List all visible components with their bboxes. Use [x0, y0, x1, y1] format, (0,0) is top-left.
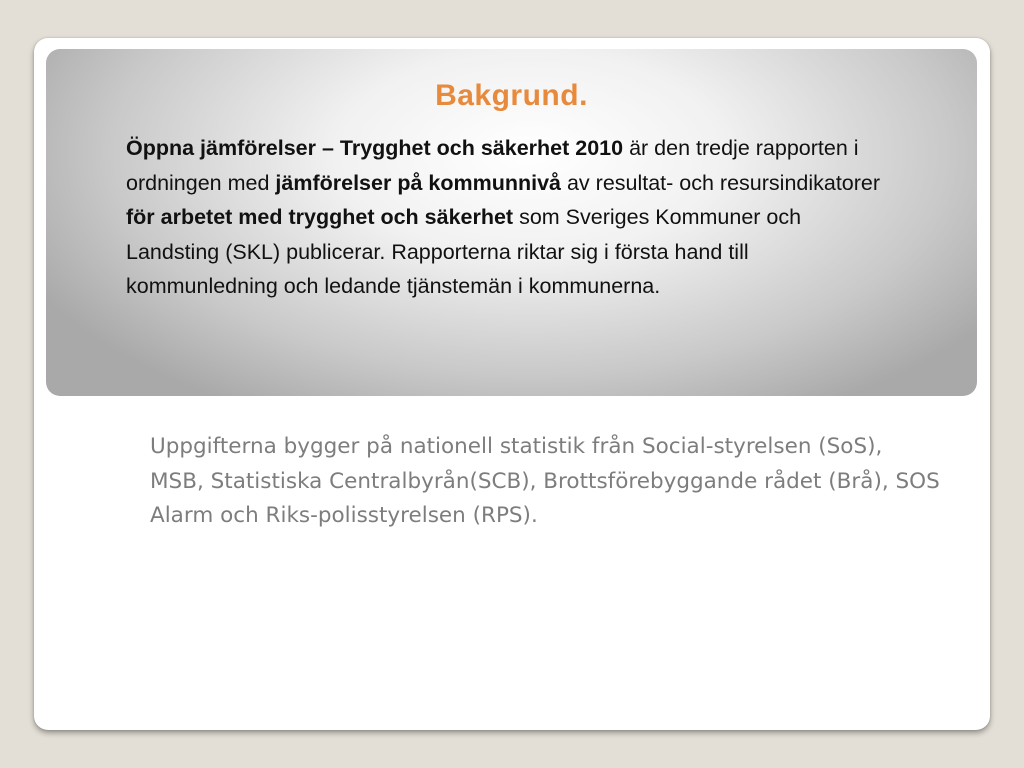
intro-bold-work: för arbetet med trygghet och säkerhet — [126, 205, 514, 229]
intro-text-3: som Sveriges Kommuner och Landsting (SKL) publicerar. Rapporterna riktar sig i första hand till kommunledning och ledande tjänstemän i kommunerna. — [126, 205, 802, 298]
intro-bold-report-name: Öppna jämförelser – Trygghet och säkerhet 2010 — [126, 136, 624, 160]
slide-title: Bakgrund. — [435, 79, 588, 112]
slide — [34, 38, 990, 730]
header-panel — [46, 49, 977, 396]
intro-paragraph — [126, 131, 896, 304]
intro-bold-comparisons: jämförelser på kommunnivå — [275, 170, 561, 195]
intro-text-2: av resultat- och resursindikatorer — [561, 170, 881, 195]
intro-text-1: är den tredje rapporten i ordningen med — [126, 136, 859, 195]
body-paragraph: Uppgifterna bygger på nationell statistik från Social-styrelsen (SoS), MSB, Statistiska Centralbyrån(SCB), Brottsförebyggande rådet (Brå), SOS Alarm och Riks-polisstyrelsen (RPS). — [150, 434, 940, 528]
